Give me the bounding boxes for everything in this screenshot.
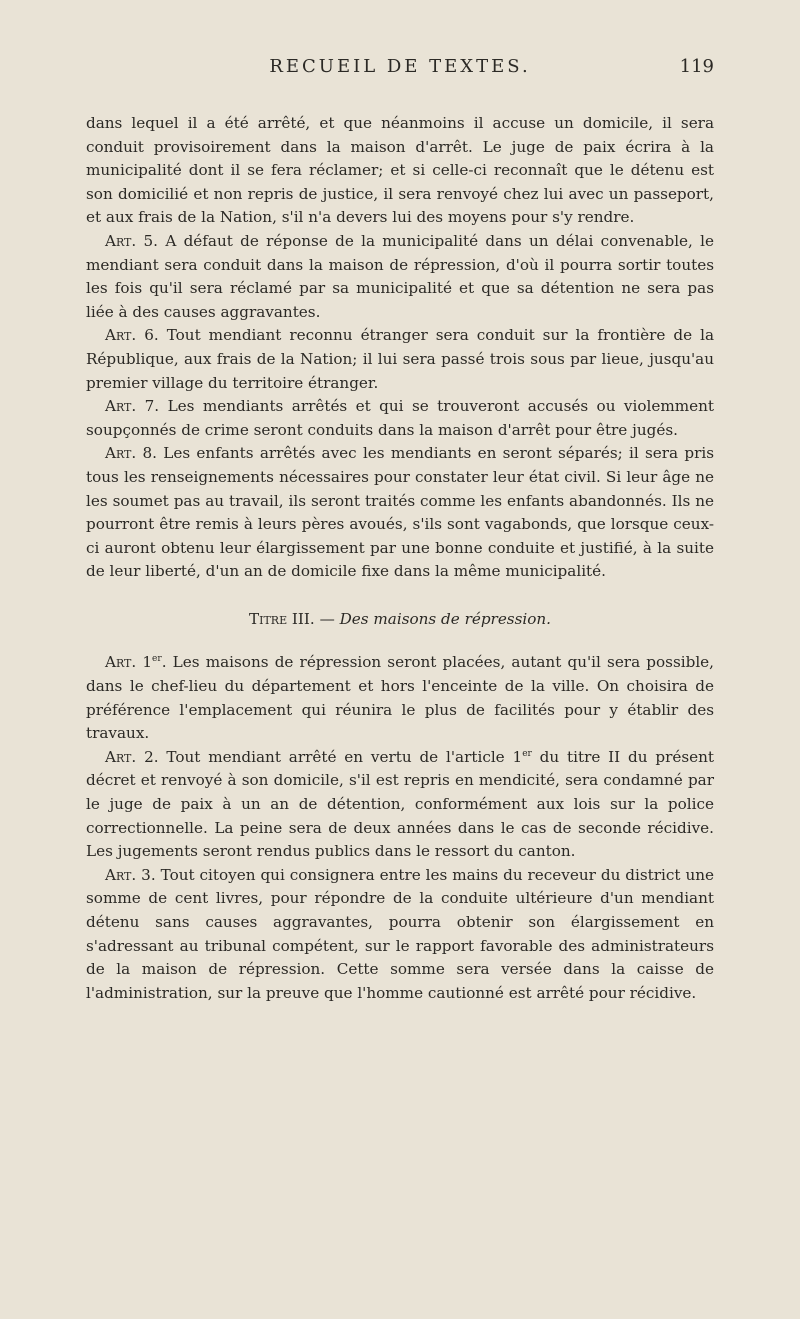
section-heading [86, 608, 714, 632]
running-header [86, 56, 714, 86]
section-article-1 [86, 651, 714, 745]
document-body [86, 112, 714, 1005]
paragraph-text: dans lequel il a été arrêté, et que néanmoins il accuse un domicile, il sera conduit provisoirement dans la maison d'arrêt. Le juge de paix écrira à la municipalité dont il se fera réclamer; et si celle-ci reconnaît que le détenu est son domicilié et non repris de justice, il sera renvoyé chez lui avec un passeport, et aux frais de la Nation, s'il n'a devers lui des moyens pour s'y rendre. [86, 114, 714, 227]
article-label: Art. 7. [105, 397, 160, 416]
article-label: Art. 6. [105, 326, 159, 345]
article-text: Les enfants arrêtés avec les mendiants en seront séparés; il sera pris tous les renseignements nécessaires pour constater leur état civil. Si leur âge ne les soumet pas au travail, ils seront traités comme les enfants abandonnés. Ils ne pourront être remis à leurs pères avoués, s'ils sont vagabonds, que lorsque ceux-ci auront obtenu leur élargissement par une bonne conduite et justifié, à la suite de leur liberté, d'un an de domicile fixe dans la même municipalité. [86, 444, 715, 581]
article-7 [86, 395, 714, 442]
section-title: Des maisons de répression. [339, 609, 552, 628]
header-title: RECUEIL DE TEXTES. [269, 56, 531, 77]
article-text: Tout mendiant arrêté en vertu de l'article 1 [166, 747, 523, 766]
article-text: Tout citoyen qui consignera entre les mains du receveur du district une somme de cent livres, pour répondre de la conduite ultérieure d'un mendiant détenu sans causes aggravantes, pourra obtenir son élargissement en s'adressant au tribunal compétent, sur le rapport favorable des administrateurs de la maison de répression. Cette somme sera versée dans la caisse de l'administration, sur la preuve que l'homme cautionné est arrêté pour récidive. [86, 865, 714, 1002]
section-label: Titre III. [248, 609, 315, 628]
article-5 [86, 230, 714, 324]
article-text: Les mendiants arrêtés et qui se trouveront accusés ou violemment soupçonnés de crime seront conduits dans la maison d'arrêt pour être jugés. [86, 397, 715, 439]
article-label: Art. 8. [105, 444, 157, 463]
article-label: Art. 5. [105, 231, 159, 250]
article-8 [86, 442, 714, 584]
paragraph-continuation [86, 112, 714, 230]
article-text: . Les maisons de répression seront placées, autant qu'il sera possible, dans le chef-lieu du département et hors l'enceinte de la ville. On choisira de préférence l'emplacement qui réunira le plus de facilités pour y établir des travaux. [86, 653, 714, 743]
ordinal-superscript: er [152, 654, 162, 665]
article-text: Tout mendiant reconnu étranger sera conduit sur la frontière de la République, aux frais de la Nation; il lui sera passé trois sous par lieue, jusqu'au premier village du territoire étranger. [86, 326, 714, 392]
section-article-3 [86, 864, 714, 1006]
article-label: Art. 3. [105, 865, 156, 884]
article-text: A défaut de réponse de la municipalité dans un délai convenable, le mendiant sera conduit dans la maison de répression, d'où il pourra sortir toutes les fois qu'il sera réclamé par sa municipalité et que sa détention ne sera pas liée à des causes aggravantes. [86, 231, 715, 321]
section-article-2 [86, 746, 714, 864]
section-dash: — [319, 609, 335, 628]
article-label: Art. 1 [105, 653, 153, 672]
page-number: 119 [679, 56, 714, 77]
ordinal-superscript: er [522, 748, 532, 759]
article-text-continued: du titre II du présent décret et renvoyé à son domicile, s'il est repris en mendicité, sera condamné par le juge de paix à un an de détention, conformément aux lois sur la police correctionnelle. La peine sera de deux années dans le cas de seconde récidive. Les jugements seront rendus publics dans le ressort du canton. [86, 747, 715, 861]
article-6 [86, 324, 714, 395]
article-label: Art. 2. [105, 747, 159, 766]
